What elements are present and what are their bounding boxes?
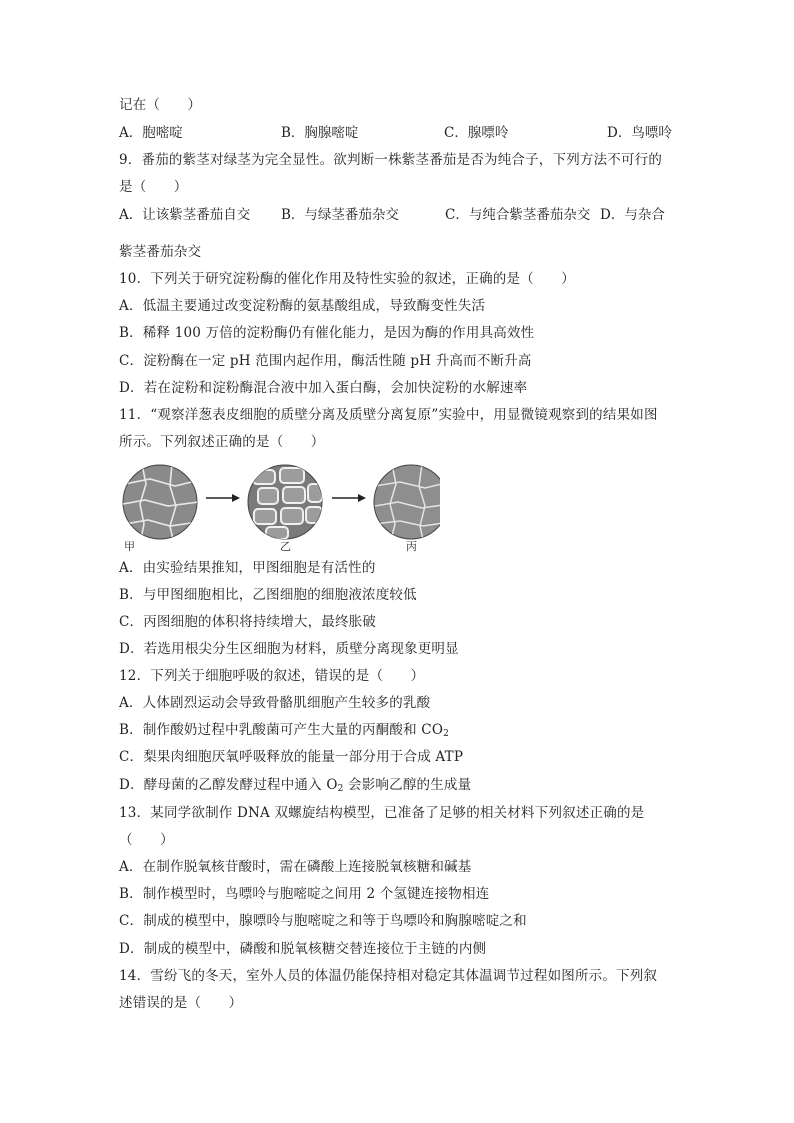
arrow-icon [206, 494, 240, 502]
q9-option-d: D．与杂合 [600, 207, 665, 223]
q11-stem-line2: 所示。下列叙述正确的是（ ） [119, 434, 325, 450]
q12-option-d-subscript: 2 [337, 784, 344, 794]
arrow-icon [332, 494, 366, 502]
q11-stem-line1: 11．“观察洋葱表皮细胞的质壁分离及质壁分离复原”实验中，用显微镜观察到的结果如图 [119, 407, 658, 423]
q12-option-c: C．梨果肉细胞厌氧呼吸释放的能量一部分用于合成 ATP [119, 749, 464, 765]
q12-option-b-subscript: 2 [443, 729, 450, 739]
q8-option-b: B．胸腺嘧啶 [281, 125, 359, 141]
q10-stem: 10．下列关于研究淀粉酶的催化作用及特性实验的叙述，正确的是（ ） [119, 271, 575, 287]
q8-option-a: A．胞嘧啶 [119, 125, 183, 141]
q9-option-c: C．与纯合紫茎番茄杂交 [445, 207, 591, 223]
q12-option-a: A．人体剧烈运动会导致骨骼肌细胞产生较多的乳酸 [119, 695, 431, 711]
q13-option-d: D．制成的模型中，磷酸和脱氧核糖交替连接位于主链的内侧 [119, 941, 487, 957]
cell-circle-bing [374, 464, 440, 544]
micrograph-figure [120, 464, 440, 553]
figure-label-bing: 丙 [406, 540, 417, 553]
q11-option-b: B．与甲图细胞相比，乙图细胞的细胞液浓度较低 [119, 587, 417, 603]
q13-option-c: C．制成的模型中，腺嘌呤与胞嘧啶之和等于鸟嘌呤和胸腺嘧啶之和 [119, 913, 527, 929]
figure-label-jia: 甲 [124, 540, 135, 553]
q9-stem-line2: 是（ ） [119, 179, 188, 195]
q8-option-c: C．腺嘌呤 [444, 125, 509, 141]
q9-option-d-tail: 紫茎番茄杂交 [119, 244, 202, 260]
q12-option-b [119, 721, 449, 739]
figure-label-yi: 乙 [280, 540, 291, 553]
cell-circle-yi [248, 465, 322, 539]
q13-option-b: B．制作模型时，鸟嘌呤与胞嘧啶之间用 2 个氢键连接物相连 [119, 886, 490, 902]
q10-option-b: B．稀释 100 万倍的淀粉酶仍有催化能力，是因为酶的作用具高效性 [119, 325, 535, 341]
q9-stem-line1: 9．番茄的紫茎对绿茎为完全显性。欲判断一株紫茎番茄是否为纯合子，下列方法不可行的 [119, 152, 663, 168]
q14-stem-line2: 述错误的是（ ） [119, 995, 243, 1011]
q8-option-d: D．鸟嘌呤 [607, 125, 672, 141]
q12-stem: 12．下列关于细胞呼吸的叙述，错误的是（ ） [119, 668, 425, 684]
q12-option-d-text: D．酵母菌的乙醇发酵过程中通入 O [119, 777, 338, 793]
q13-stem-line1: 13．某同学欲制作 DNA 双螺旋结构模型，已准备了足够的相关材料下列叙述正确的是 [119, 805, 645, 821]
q11-option-a: A．由实验结果推知，甲图细胞是有活性的 [119, 560, 376, 576]
q13-option-a: A．在制作脱氧核苷酸时，需在磷酸上连接脱氧核糖和碱基 [119, 859, 472, 875]
q9-option-a: A．让该紫茎番茄自交 [119, 207, 251, 223]
q10-option-a: A．低温主要通过改变淀粉酶的氨基酸组成，导致酶变性失活 [119, 298, 486, 314]
q12-option-d [119, 776, 471, 794]
q10-option-c: C．淀粉酶在一定 pH 范围内起作用，酶活性随 pH 升高而不断升高 [119, 353, 532, 369]
q13-stem-line2: （ ） [119, 832, 174, 848]
cell-circle-jia [123, 464, 200, 544]
q12-option-b-text: B．制作酸奶过程中乳酸菌可产生大量的丙酮酸和 CO [119, 722, 444, 738]
q8-stem-tail: 记在（ ） [119, 97, 202, 113]
q14-stem-line1: 14．雪纷飞的冬天，室外人员的体温仍能保持相对稳定其体温调节过程如图所示。下列叙 [119, 968, 658, 984]
q12-option-d-tail: 会影响乙醇的生成量 [343, 777, 472, 793]
q11-option-c: C．丙图细胞的体积将持续增大，最终胀破 [119, 614, 377, 630]
q9-option-b: B．与绿茎番茄杂交 [281, 207, 399, 223]
q10-option-d: D．若在淀粉和淀粉酶混合液中加入蛋白酶，会加快淀粉的水解速率 [119, 380, 528, 396]
q11-option-d: D．若选用根尖分生区细胞为材料，质壁分离现象更明显 [119, 641, 459, 657]
